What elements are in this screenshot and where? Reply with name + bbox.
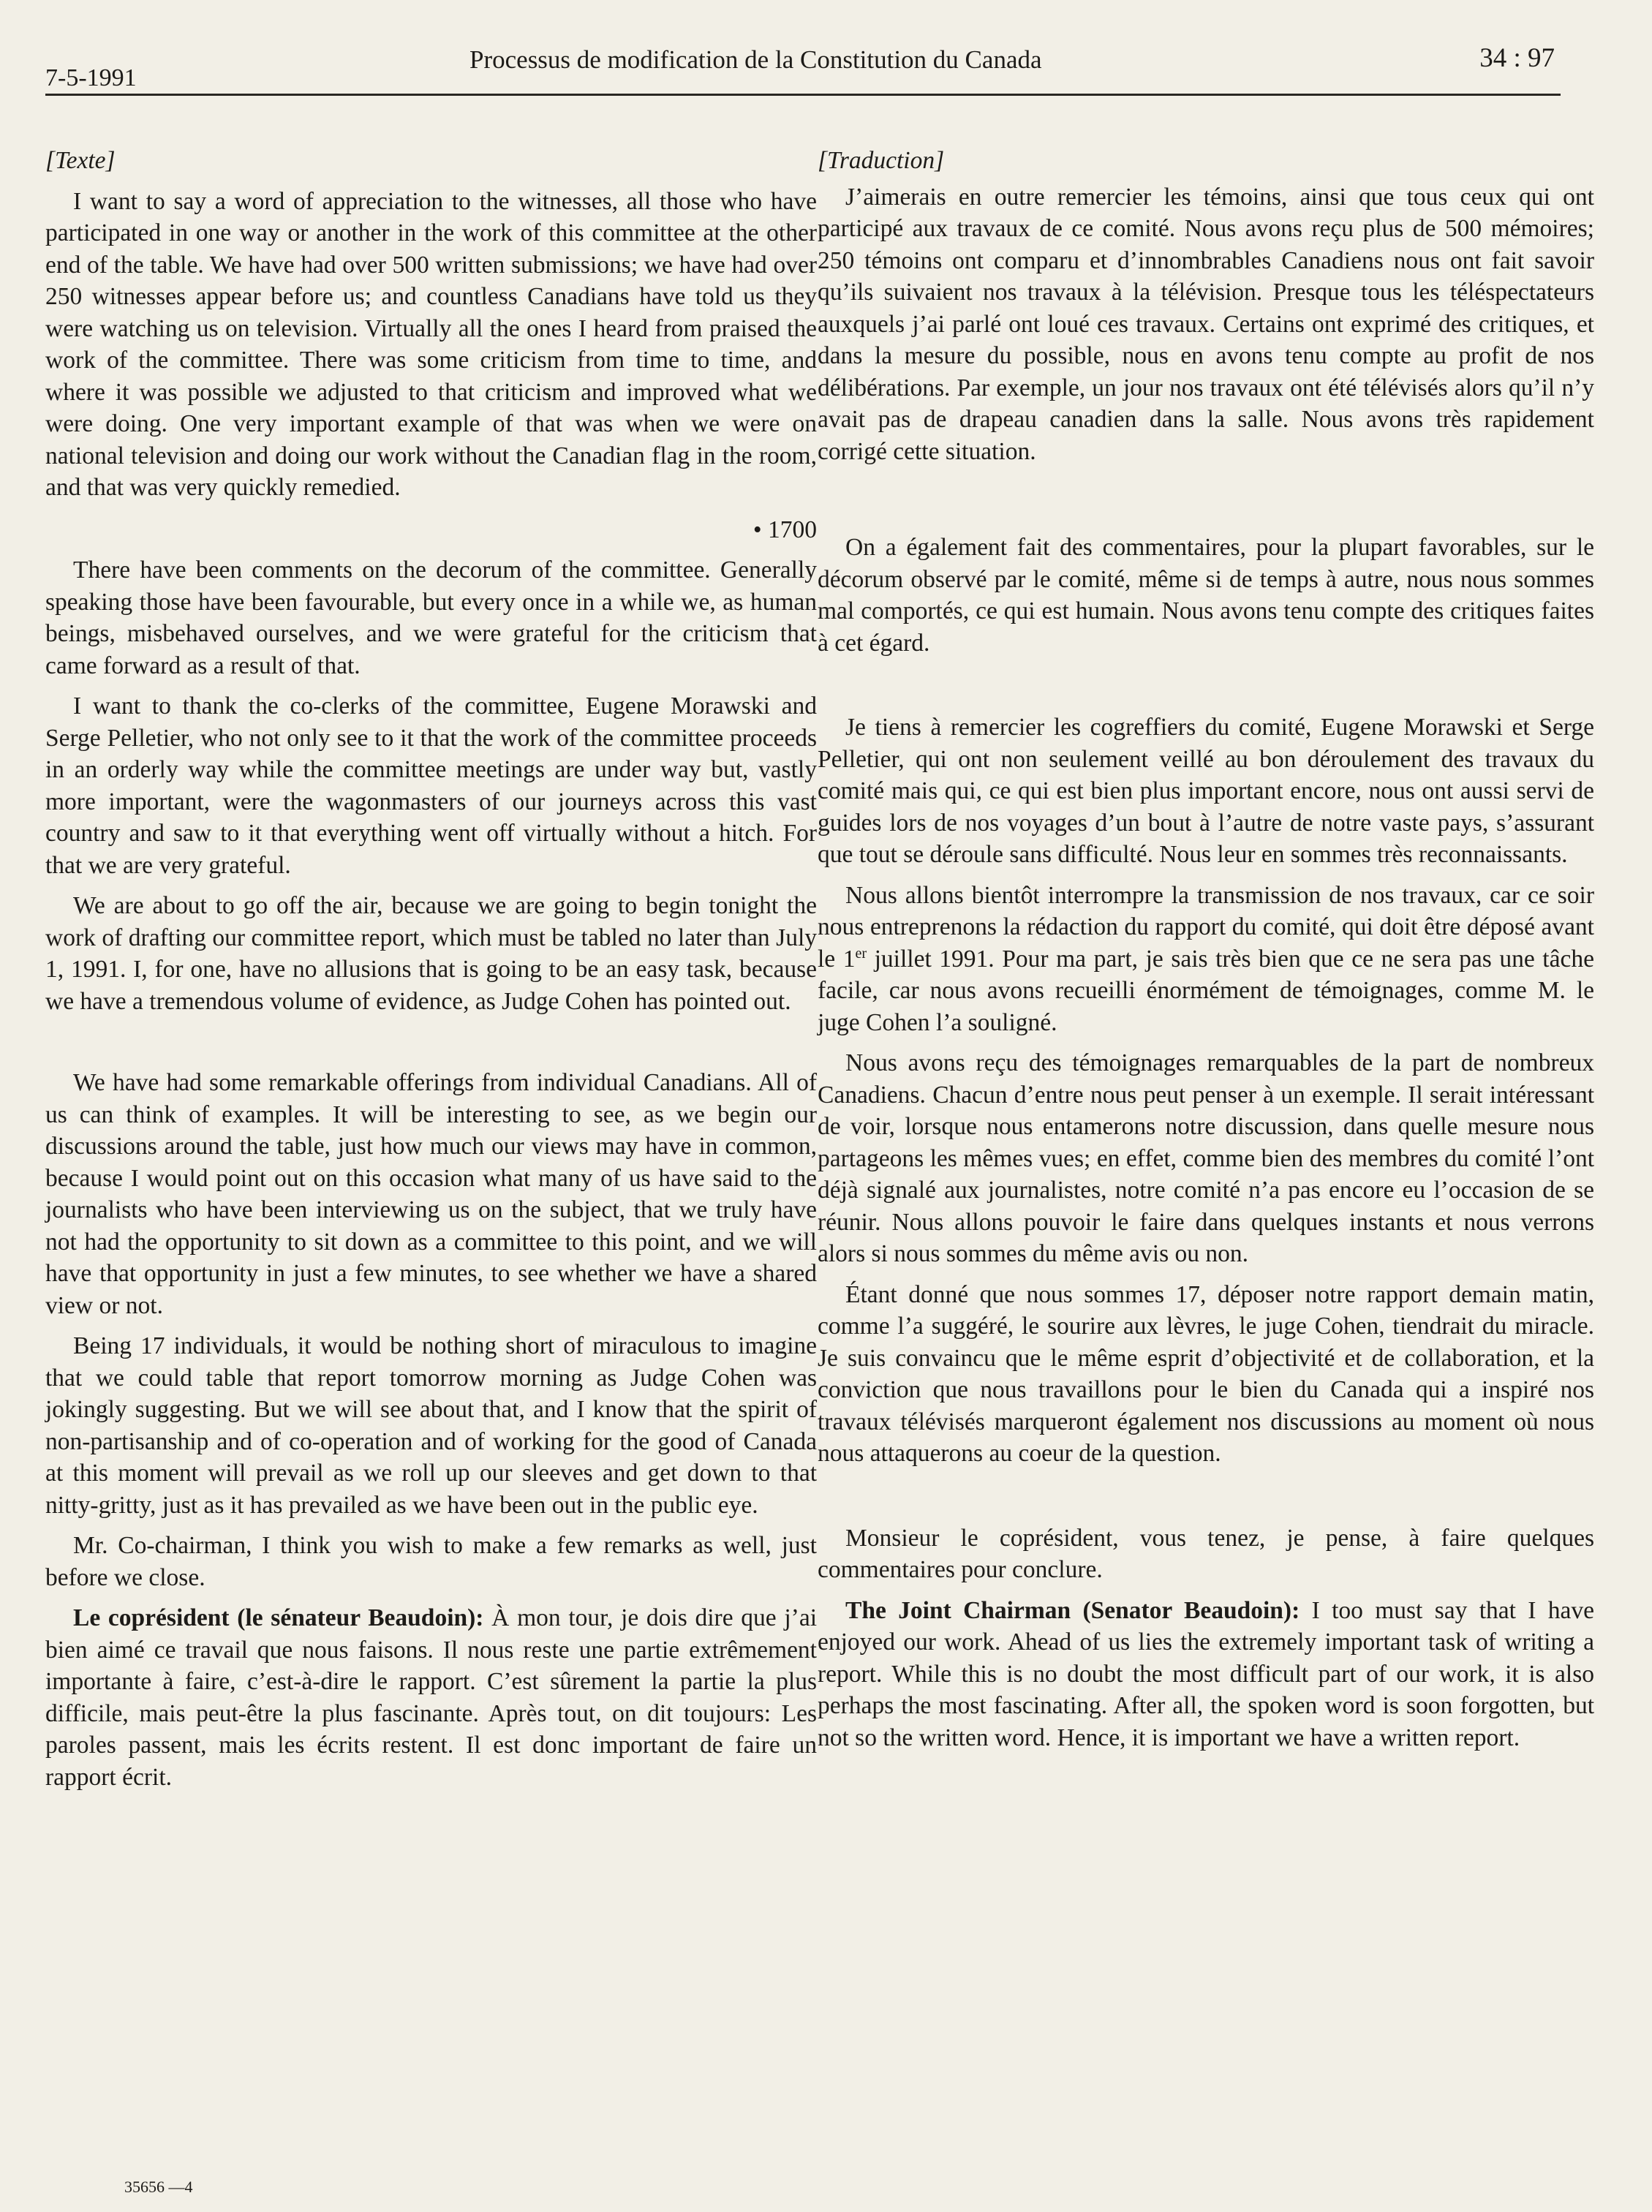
header-page-number: 34 : 97 bbox=[1479, 43, 1555, 73]
speaker-name: Le coprésident (le sénateur Beaudoin): bbox=[73, 1604, 484, 1631]
paragraph-remerciements: J’aimerais en outre remercier les témoins, ainsi que tous ceux qui ont participé aux travaux de ce comité. Nous avons reçu plus de 500 mémoires; 250 témoins ont comparu et d’innombrables Canadiens nous ont fait savoir qu’ils suivaient nos travaux à la télévision. Presque tous les téléspectateurs auxquels j’ai parlé ont loué ces travaux. Certains ont exprimé des critiques, et dans la mesure du possible, nous en avons tenu compte au profit de nos délibérations. Par exemple, un jour nos travaux ont été télévisés alors qu’il n’y avait pas de drapeau canadien dans la salle. Nous avons très rapidement corrigé cette situation. bbox=[818, 183, 1594, 465]
header-date: 7-5-1991 bbox=[45, 64, 137, 91]
text-label: [Texte] bbox=[45, 147, 116, 174]
header-title: Processus de modification de la Constitution du Canada bbox=[469, 45, 1042, 74]
superscript: er bbox=[855, 945, 867, 962]
spacer bbox=[45, 1026, 817, 1067]
time-marker: • 1700 bbox=[753, 516, 817, 543]
paragraph-dix-sept: Étant donné que nous sommes 17, déposer notre rapport demain matin, comme l’a suggéré, le sourire aux lèvres, le juge Cohen, tiendrait du miracle. Je suis convaincu que le même esprit d’objectivité et de collaboration, et la conviction que nous travaillons pour le bien du Canada qui a inspiré nos travaux télévisés marqueront également nos discussions au moment où nous nous attaquerons au coeur de la question. bbox=[818, 1280, 1594, 1467]
paragraph-beaudoin-french bbox=[45, 1602, 817, 1793]
spacer bbox=[818, 1479, 1594, 1522]
text-part: Nous allons bientôt interrompre la transmission de nos travaux, car ce soir nous entreprenons la rédaction du rapport du comité, qui doit être déposé avant le 1 bbox=[818, 881, 1594, 973]
footer-print-code: 35656 —4 bbox=[124, 2178, 193, 2196]
text-part: juillet 1991. Pour ma part, je sais très bien que ce ne sera pas une tâche facile, car nous avons recueilli énormément de témoignages, comme M. le juge Cohen l’a souligné. bbox=[818, 945, 1594, 1036]
paragraph-cogreffiers: Je tiens à remercier les cogreffiers du comité, Eugene Morawski et Serge Pelletier, qui ont non seulement veillé au bon déroulement des travaux du comité mais qui, ce qui est bien plus important encore, nous ont aussi servi de guides lors de nos voyages d’un bout à l’autre de notre vaste pays, s’assurant que tout se déroule sans difficulté. Nous leur en sommes très reconnaissants. bbox=[818, 714, 1594, 868]
paragraph-transmission bbox=[818, 880, 1594, 1039]
french-column bbox=[818, 145, 1594, 1762]
paragraph-seventeen: Being 17 individuals, it would be nothing short of miraculous to imagine that we could table that report tomorrow morning as Judge Cohen was jokingly suggesting. But we will see about that, and I know that the spirit of non-partisanship and of co-operation and of working for the good of Canada at this moment will prevail as we roll up our sleeves and get down to that nitty-gritty, just as it has prevailed as we have been out in the public eye. bbox=[45, 1332, 817, 1519]
paragraph-offerings: We have had some remarkable offerings from individual Canadians. All of us can think of examples. It will be interesting to see, as we begin our discussions around the table, just how much our views may have in common, because I would point out on this occasion what many of us have said to the journalists who have been interviewing us on the subject, that we truly have not had the opportunity to sit down as a committee to this point, and we will have that opportunity in just a few minutes, to see whether we have a shared view or not. bbox=[45, 1069, 817, 1319]
paragraph-clerks: I want to thank the co-clerks of the committee, Eugene Morawski and Serge Pelletier, who not only see to it that the work of the committee proceeds in an orderly way while the committee meetings are under way but, vastly more important, were the wagonmasters of our journeys across this vast country and saw to it that everything went off virtually without a hitch. For that we are very grateful. bbox=[45, 692, 817, 879]
paragraph-temoignages: Nous avons reçu des témoignages remarquables de la part de nombreux Canadiens. Chacun d’entre nous peut penser à un exemple. Il serait intéressant de voir, lorsque nous entamerons notre discussion, dans quelle mesure nous partageons les mêmes vues; en effet, comme bien des membres du comité l’ont déjà signalé aux journalistes, notre comité n’a pas encore eu l’occasion de se réunir. Nous allons pouvoir le faire dans quelques instants et nous verrons alors si nous sommes du même avis ou non. bbox=[818, 1049, 1594, 1267]
paragraph-beaudoin-english bbox=[818, 1595, 1594, 1754]
header-rule bbox=[45, 94, 1561, 96]
translation-label: [Traduction] bbox=[818, 147, 945, 174]
paragraph-decorum: There have been comments on the decorum of the committee. Generally speaking those have been favourable, but every once in a while we, as human beings, misbehaved ourselves, and we were grateful for the criticism that came forward as a result of that. bbox=[45, 556, 817, 679]
paragraph-copresident: Monsieur le coprésident, vous tenez, je pense, à faire quelques commentaires pour conclure. bbox=[818, 1524, 1594, 1583]
page-header bbox=[45, 42, 1561, 95]
paragraph-co-chairman: Mr. Co-chairman, I think you wish to make a few remarks as well, just before we close. bbox=[45, 1532, 817, 1591]
english-column bbox=[45, 145, 817, 1802]
paragraph-appreciation: I want to say a word of appreciation to the witnesses, all those who have participated in one way or another in the work of this committee at the other end of the table. We have had over 500 written submissions; we have had over 250 witnesses appear before us; and countless Canadians have told us they were watching us on television. Virtually all the ones I heard from praised the work of the committee. There was some criticism from time to time, and where it was possible we adjusted to that criticism and improved what we were doing. One very important example of that was when we were on national television and doing our work without the Canadian flag in the room, and that was very quickly remedied. bbox=[45, 187, 817, 501]
spacer bbox=[818, 668, 1594, 711]
speech-text: I too must say that I have enjoyed our work. Ahead of us lies the extremely important task of writing a report. While this is no doubt the most difficult part of our work, it is also perhaps the most fascinating. After all, the spoken word is soon forgotten, but not so the written word. Hence, it is important we have a written report. bbox=[818, 1596, 1594, 1751]
speaker-name: The Joint Chairman (Senator Beaudoin): bbox=[845, 1596, 1300, 1624]
paragraph-decorum-fr: On a également fait des commentaires, pour la plupart favorables, sur le décorum observé par le comité, même si de temps à autre, nous nous sommes mal comportés, ce qui est humain. Nous avons tenu compte des critiques faites à cet égard. bbox=[818, 534, 1594, 657]
speech-text: À mon tour, je dois dire que j’ai bien aimé ce travail que nous faisons. Il nous reste une partie extrêmement importante à faire, c’est-à-dire le rapport. C’est sûrement la partie la plus difficile, mais peut-être la plus fascinante. Après tout, on dit toujours: Les paroles passent, mais les écrits restent. Il est donc important de faire un rapport écrit. bbox=[45, 1604, 817, 1791]
paragraph-off-air: We are about to go off the air, because we are going to begin tonight the work of drafting our committee report, which must be tabled no later than July 1, 1991. I, for one, have no allusions that is going to be an easy task, because we have a tremendous volume of evidence, as Judge Cohen has pointed out. bbox=[45, 892, 817, 1015]
spacer bbox=[818, 476, 1594, 532]
